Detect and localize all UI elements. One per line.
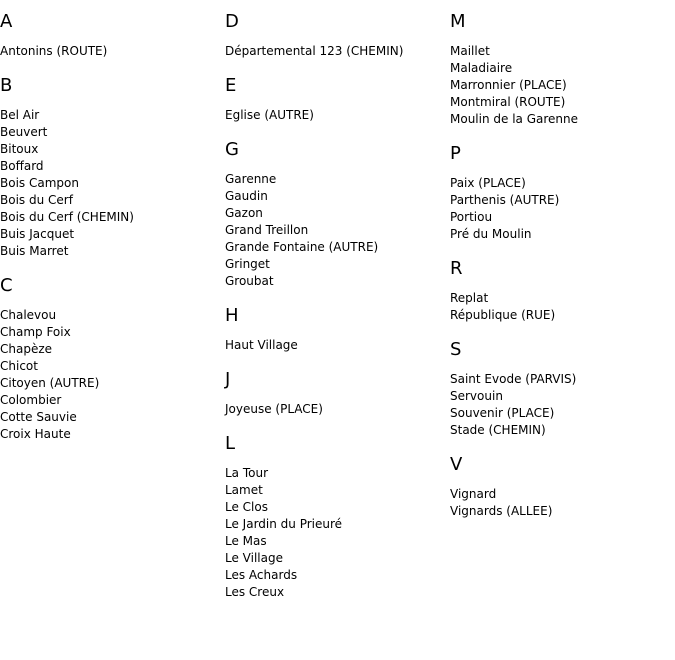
- street-list: [0, 107, 225, 260]
- street-list: [450, 486, 675, 520]
- street-link[interactable]: Gringet: [225, 257, 270, 271]
- street-link[interactable]: Le Mas: [225, 534, 267, 548]
- letter-heading: A: [0, 11, 13, 32]
- street-link[interactable]: Lamet: [225, 483, 263, 497]
- street-link[interactable]: Maladiaire: [450, 61, 513, 75]
- street-link[interactable]: Bitoux: [0, 142, 39, 156]
- street-link[interactable]: Replat: [450, 291, 489, 305]
- street-list: [225, 171, 450, 290]
- letter-group: [450, 256, 675, 324]
- street-link[interactable]: République (RUE): [450, 308, 556, 322]
- street-link[interactable]: Bel Air: [0, 108, 40, 122]
- street-link[interactable]: Maillet: [450, 44, 490, 58]
- letter-heading: S: [450, 339, 462, 360]
- letter-heading: B: [0, 75, 13, 96]
- letter-group: [0, 9, 225, 60]
- letter-heading: L: [225, 433, 236, 454]
- letter-group: [225, 73, 450, 124]
- street-link[interactable]: Antonins (ROUTE): [0, 44, 108, 58]
- street-link[interactable]: Buis Marret: [0, 244, 69, 258]
- street-list: [450, 371, 675, 439]
- street-index-column: [225, 9, 450, 614]
- letter-heading: V: [450, 454, 463, 475]
- street-link[interactable]: Colombier: [0, 393, 62, 407]
- letter-group: [225, 303, 450, 354]
- street-link[interactable]: Parthenis (AUTRE): [450, 193, 560, 207]
- street-link[interactable]: Stade (CHEMIN): [450, 423, 546, 437]
- street-link[interactable]: Cotte Sauvie: [0, 410, 77, 424]
- letter-heading: C: [0, 275, 13, 296]
- street-list: [450, 290, 675, 324]
- street-link[interactable]: Départemental 123 (CHEMIN): [225, 44, 404, 58]
- letter-heading: R: [450, 258, 463, 279]
- street-link[interactable]: Pré du Moulin: [450, 227, 532, 241]
- street-link[interactable]: Montmiral (ROUTE): [450, 95, 566, 109]
- street-link[interactable]: Servouin: [450, 389, 503, 403]
- street-list: [225, 43, 450, 60]
- letter-heading: H: [225, 305, 239, 326]
- street-link[interactable]: Gaudin: [225, 189, 268, 203]
- letter-heading: D: [225, 11, 239, 32]
- street-link[interactable]: Le Jardin du Prieuré: [225, 517, 343, 531]
- street-link[interactable]: Moulin de la Garenne: [450, 112, 579, 126]
- letter-group: [225, 431, 450, 601]
- street-link[interactable]: Le Clos: [225, 500, 268, 514]
- street-link[interactable]: Grande Fontaine (AUTRE): [225, 240, 379, 254]
- street-link[interactable]: Garenne: [225, 172, 277, 186]
- street-link[interactable]: Le Village: [225, 551, 283, 565]
- street-link[interactable]: Groubat: [225, 274, 274, 288]
- letter-group: [450, 9, 675, 128]
- street-link[interactable]: Bois du Cerf: [0, 193, 73, 207]
- street-link[interactable]: Citoyen (AUTRE): [0, 376, 100, 390]
- street-link[interactable]: La Tour: [225, 466, 269, 480]
- street-link[interactable]: Chicot: [0, 359, 38, 373]
- letter-group: [450, 452, 675, 520]
- street-link[interactable]: Joyeuse (PLACE): [225, 402, 323, 416]
- letter-group: [225, 367, 450, 418]
- letter-group: [0, 73, 225, 260]
- letter-heading: J: [225, 369, 231, 390]
- street-list: [0, 307, 225, 443]
- street-list: [450, 175, 675, 243]
- letter-group: [450, 337, 675, 439]
- street-link[interactable]: Bois du Cerf (CHEMIN): [0, 210, 134, 224]
- street-link[interactable]: Eglise (AUTRE): [225, 108, 314, 122]
- street-link[interactable]: Bois Campon: [0, 176, 79, 190]
- street-link[interactable]: Vignards (ALLEE): [450, 504, 553, 518]
- street-link[interactable]: Haut Village: [225, 338, 298, 352]
- street-link[interactable]: Grand Treillon: [225, 223, 309, 237]
- street-link[interactable]: Gazon: [225, 206, 263, 220]
- street-list: [0, 43, 225, 60]
- street-list: [225, 465, 450, 601]
- letter-heading: M: [450, 11, 466, 32]
- street-link[interactable]: Portiou: [450, 210, 493, 224]
- letter-group: [0, 273, 225, 443]
- street-link[interactable]: Buis Jacquet: [0, 227, 75, 241]
- street-list: [225, 337, 450, 354]
- street-link[interactable]: Boffard: [0, 159, 44, 173]
- street-list: [450, 43, 675, 128]
- letter-group: [225, 137, 450, 290]
- street-link[interactable]: Marronnier (PLACE): [450, 78, 567, 92]
- street-list: [225, 401, 450, 418]
- street-list: [225, 107, 450, 124]
- street-link[interactable]: Vignard: [450, 487, 497, 501]
- street-link[interactable]: Souvenir (PLACE): [450, 406, 555, 420]
- street-link[interactable]: Champ Foix: [0, 325, 71, 339]
- letter-group: [450, 141, 675, 243]
- street-index-column: [0, 9, 225, 456]
- street-link[interactable]: Les Achards: [225, 568, 298, 582]
- street-link[interactable]: Chapèze: [0, 342, 53, 356]
- street-link[interactable]: Chalevou: [0, 308, 57, 322]
- street-link[interactable]: Paix (PLACE): [450, 176, 526, 190]
- street-link[interactable]: Croix Haute: [0, 427, 71, 441]
- letter-heading: E: [225, 75, 237, 96]
- street-link[interactable]: Beuvert: [0, 125, 48, 139]
- street-link[interactable]: Les Creux: [225, 585, 285, 599]
- letter-heading: G: [225, 139, 239, 160]
- street-index-column: [450, 9, 675, 533]
- letter-heading: P: [450, 143, 461, 164]
- street-link[interactable]: Saint Evode (PARVIS): [450, 372, 577, 386]
- letter-group: [225, 9, 450, 60]
